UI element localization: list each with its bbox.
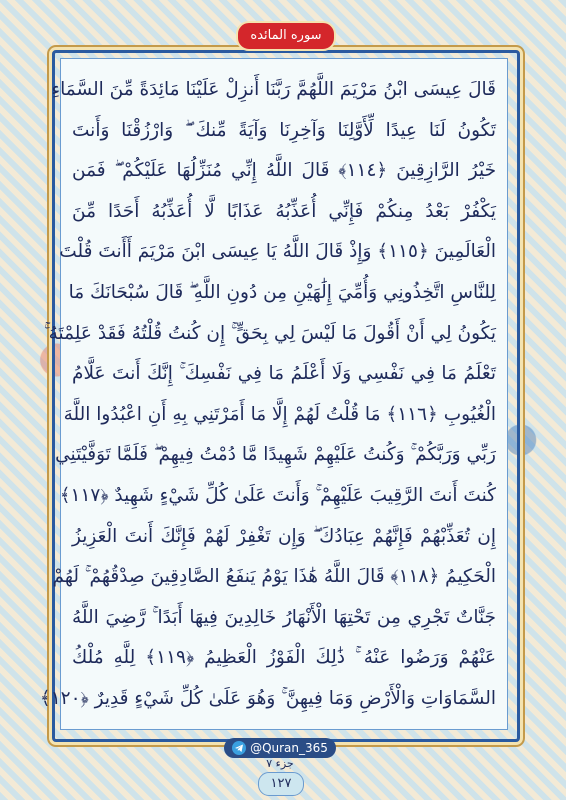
verse-line: يَكْفُرْ بَعْدُ مِنكُمْ فَإِنِّي أُعَذِّبُهُ عَذَابًا لَّا أُعَذِّبُهُ أَحَدًا مِّنَ xyxy=(72,200,496,222)
channel-name: @Quran_365 xyxy=(250,741,328,755)
verse-line: كُنتَ أَنتَ الرَّقِيبَ عَلَيْهِمْ ۚ وَأَنتَ عَلَىٰ كُلِّ شَيْءٍ شَهِيدٌ ﴿١١٧﴾ xyxy=(59,484,496,506)
verse-line: لِلنَّاسِ اتَّخِذُونِي وَأُمِّيَ إِلَٰهَيْنِ مِن دُونِ اللَّهِ ۖ قَالَ سُبْحَانَكَ مَا xyxy=(68,281,496,303)
verse-line: إِن تُعَذِّبْهُمْ فَإِنَّهُمْ عِبَادُكَ ۖ وَإِن تَغْفِرْ لَهُمْ فَإِنَّكَ أَنتَ الْعَزِيزُ xyxy=(72,525,496,547)
verse-line: قَالَ عِيسَى ابْنُ مَرْيَمَ اللَّهُمَّ رَبَّنَا أَنزِلْ عَلَيْنَا مَائِدَةً مِّنَ السَّمَاءِ xyxy=(51,79,496,100)
verse-line: عَنْهُمْ وَرَضُوا عَنْهُ ۚ ذَٰلِكَ الْفَوْزُ الْعَظِيمُ ﴿١١٩﴾ لِلَّهِ مُلْكُ xyxy=(72,647,496,669)
verse-line: تَعْلَمُ مَا فِي نَفْسِي وَلَا أَعْلَمُ مَا فِي نَفْسِكَ ۚ إِنَّكَ أَنتَ عَلَّامُ xyxy=(72,363,496,385)
verse-line: الْحَكِيمُ ﴿١١٨﴾ قَالَ اللَّهُ هَٰذَا يَوْمُ يَنفَعُ الصَّادِقِينَ صِدْقُهُمْ ۚ لَهُمْ xyxy=(52,566,496,588)
verse-line: السَّمَاوَاتِ وَالْأَرْضِ وَمَا فِيهِنَّ ۚ وَهُوَ عَلَىٰ كُلِّ شَيْءٍ قَدِيرٌ ﴿١٢٠﴾ xyxy=(39,687,496,709)
telegram-icon xyxy=(232,741,246,755)
verse-line: الْعَالَمِينَ ﴿١١٥﴾ وَإِذْ قَالَ اللَّهُ يَا عِيسَى ابْنَ مَرْيَمَ أَأَنتَ قُلْتَ xyxy=(59,241,496,263)
juz-label: جزء ۷ xyxy=(266,757,294,770)
verse-lines xyxy=(39,70,496,720)
verse-line: الْغُيُوبِ ﴿١١٦﴾ مَا قُلْتُ لَهُمْ إِلَّا مَا أَمَرْتَنِي بِهِ أَنِ اعْبُدُوا اللَّهَ xyxy=(63,403,496,425)
verse-line: جَنَّاتٌ تَجْرِي مِن تَحْتِهَا الْأَنْهَارُ خَالِدِينَ فِيهَا أَبَدًا ۚ رَّضِيَ اللَّهُ xyxy=(72,606,496,628)
verse-line: يَكُونُ لِي أَنْ أَقُولَ مَا لَيْسَ لِي بِحَقٍّ ۚ إِن كُنتُ قُلْتُهُ فَقَدْ عَلِمْتَهُ ۚ xyxy=(43,322,496,344)
surah-title: سوره المائده xyxy=(236,21,336,51)
verse-line: خَيْرُ الرَّازِقِينَ ﴿١١٤﴾ قَالَ اللَّهُ إِنِّي مُنَزِّلُهَا عَلَيْكُمْ ۖ فَمَن xyxy=(72,160,496,182)
page-number: ۱۲۷ xyxy=(258,772,304,796)
verse-line: رَبِّي وَرَبَّكُمْ ۚ وَكُنتُ عَلَيْهِمْ شَهِيدًا مَّا دُمْتُ فِيهِمْ ۖ فَلَمَّا تَوَفَّيْتَنِي xyxy=(55,444,496,466)
channel-badge[interactable] xyxy=(224,738,336,758)
verse-line: تَكُونُ لَنَا عِيدًا لِّأَوَّلِنَا وَآخِرِنَا وَآيَةً مِّنكَ ۖ وَارْزُقْنَا وَأَنتَ xyxy=(72,119,496,141)
